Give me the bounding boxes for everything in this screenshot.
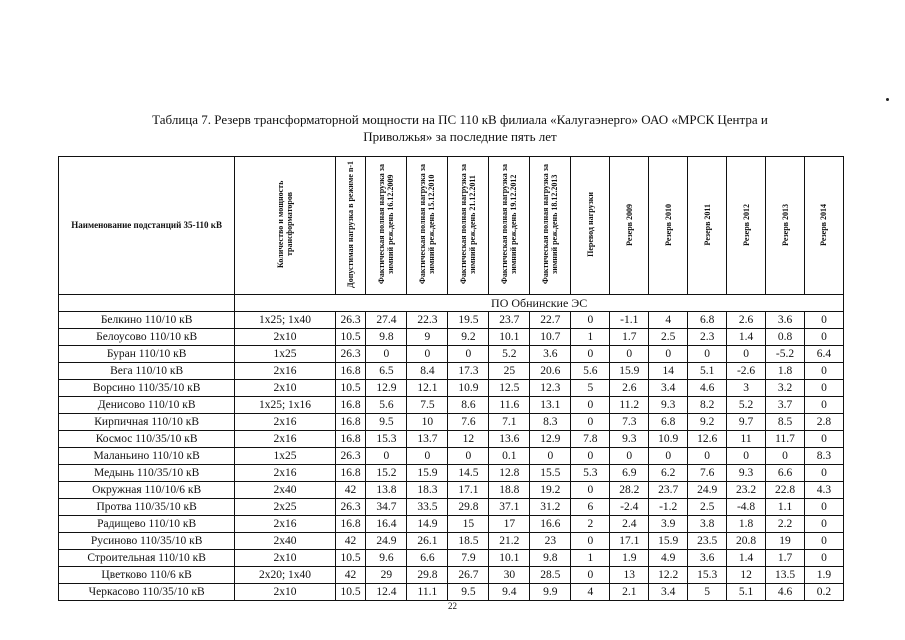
- table-cell: 8.2: [688, 397, 727, 414]
- header-row: [59, 157, 844, 295]
- table-cell: 1.4: [727, 550, 766, 567]
- table-cell: 9.5: [448, 584, 489, 601]
- table-cell: 9.3: [727, 465, 766, 482]
- table-cell: 4: [571, 584, 610, 601]
- substation-name-cell: Цветково 110/6 кВ: [59, 567, 235, 584]
- header-reserve-2013: Резерв 2013: [766, 157, 805, 295]
- table-cell: 16.4: [366, 516, 407, 533]
- table-cell: 19.2: [530, 482, 571, 499]
- table-cell: 8.3: [530, 414, 571, 431]
- table-cell: 0: [804, 516, 843, 533]
- table-cell: 10.9: [649, 431, 688, 448]
- header-reserve-2009: Резерв 2009: [610, 157, 649, 295]
- table-cell: 24.9: [366, 533, 407, 550]
- table-cell: 42: [335, 567, 366, 584]
- table-cell: 0: [727, 346, 766, 363]
- table-cell: 10.1: [489, 550, 530, 567]
- table-row: [59, 431, 844, 448]
- table-cell: 5.1: [727, 584, 766, 601]
- table-row: [59, 414, 844, 431]
- table-cell: 8.3: [804, 448, 843, 465]
- header-load-transfer: Перевод нагрузки: [571, 157, 610, 295]
- table-cell: 17.3: [448, 363, 489, 380]
- table-cell: 14: [649, 363, 688, 380]
- table-cell: 12.9: [366, 380, 407, 397]
- header-reserve-2010: Резерв 2010: [649, 157, 688, 295]
- table-cell: 15.3: [688, 567, 727, 584]
- table-cell: 7.3: [610, 414, 649, 431]
- table-cell: 1x25: [235, 346, 335, 363]
- table-cell: -1.2: [649, 499, 688, 516]
- substation-name-cell: Протва 110/35/10 кВ: [59, 499, 235, 516]
- table-cell: 0: [804, 499, 843, 516]
- table-row: [59, 329, 844, 346]
- table-cell: 0: [610, 448, 649, 465]
- table-cell: 0: [448, 448, 489, 465]
- table-cell: 16.8: [335, 465, 366, 482]
- table-cell: 12.6: [688, 431, 727, 448]
- table-cell: 0: [804, 550, 843, 567]
- table-cell: 7.8: [571, 431, 610, 448]
- table-cell: 0: [571, 567, 610, 584]
- table-cell: 9.2: [448, 329, 489, 346]
- table-cell: 33.5: [407, 499, 448, 516]
- table-cell: 2.1: [610, 584, 649, 601]
- table-cell: 17: [489, 516, 530, 533]
- table-cell: 19: [766, 533, 805, 550]
- group-label: ПО Обнинские ЭС: [235, 295, 844, 312]
- table-cell: 0: [649, 346, 688, 363]
- table-cell: 12.5: [489, 380, 530, 397]
- table-cell: 15.5: [530, 465, 571, 482]
- table-cell: 0: [766, 448, 805, 465]
- table-cell: 23.5: [688, 533, 727, 550]
- substation-name-cell: Денисово 110/10 кВ: [59, 397, 235, 414]
- table-cell: 2x25: [235, 499, 335, 516]
- header-load-2011: Фактическая полная нагрузка за зимний реж.день 21.12.2011: [448, 157, 489, 295]
- table-cell: 0: [804, 380, 843, 397]
- table-cell: 4.6: [688, 380, 727, 397]
- table-cell: -2.6: [727, 363, 766, 380]
- table-cell: 1.9: [610, 550, 649, 567]
- table-cell: 7.9: [448, 550, 489, 567]
- table-cell: 23.7: [649, 482, 688, 499]
- table-cell: 17.1: [610, 533, 649, 550]
- table-cell: 18.5: [448, 533, 489, 550]
- table-cell: 11.1: [407, 584, 448, 601]
- table-cell: 30: [489, 567, 530, 584]
- table-cell: 9.3: [649, 397, 688, 414]
- table-cell: 18.3: [407, 482, 448, 499]
- table-cell: 7.1: [489, 414, 530, 431]
- table-cell: 23: [530, 533, 571, 550]
- table-cell: 2x40: [235, 533, 335, 550]
- table-cell: 2x16: [235, 414, 335, 431]
- table-cell: 26.3: [335, 448, 366, 465]
- header-load-2009: Фактическая полная нагрузка за зимний реж.день 16.12.2009: [366, 157, 407, 295]
- table-cell: 15.3: [366, 431, 407, 448]
- table-cell: 0: [571, 312, 610, 329]
- table-cell: -1.1: [610, 312, 649, 329]
- table-cell: 1.8: [727, 516, 766, 533]
- table-cell: 11.2: [610, 397, 649, 414]
- table-cell: 27.4: [366, 312, 407, 329]
- table-cell: 31.2: [530, 499, 571, 516]
- table-cell: 0.8: [766, 329, 805, 346]
- table-cell: 2x10: [235, 584, 335, 601]
- table-cell: 28.2: [610, 482, 649, 499]
- table-cell: 0: [407, 448, 448, 465]
- table-cell: 0: [804, 312, 843, 329]
- table-cell: 22.7: [530, 312, 571, 329]
- table-cell: 12.3: [530, 380, 571, 397]
- table-cell: 0: [610, 346, 649, 363]
- table-cell: 10.7: [530, 329, 571, 346]
- table-row: [59, 346, 844, 363]
- table-cell: 5: [688, 584, 727, 601]
- table-cell: 0: [448, 346, 489, 363]
- table-cell: 3.8: [688, 516, 727, 533]
- table-cell: 0: [804, 465, 843, 482]
- table-row: [59, 482, 844, 499]
- table-cell: 2x40: [235, 482, 335, 499]
- table-cell: 0.2: [804, 584, 843, 601]
- header-load-2013: Фактическая полная нагрузка за зимний реж.день 18.12.2013: [530, 157, 571, 295]
- table-cell: 8.5: [766, 414, 805, 431]
- table-cell: 8.4: [407, 363, 448, 380]
- table-cell: 5.1: [688, 363, 727, 380]
- table-cell: 3.6: [530, 346, 571, 363]
- table-cell: 9.5: [366, 414, 407, 431]
- table-cell: 0: [804, 397, 843, 414]
- table-cell: 13.7: [407, 431, 448, 448]
- table-cell: 23.7: [489, 312, 530, 329]
- table-cell: -4.8: [727, 499, 766, 516]
- table-cell: 29: [366, 567, 407, 584]
- substation-name-cell: Буран 110/10 кВ: [59, 346, 235, 363]
- table-cell: 5.3: [571, 465, 610, 482]
- table-cell: 26.1: [407, 533, 448, 550]
- table-cell: 9.4: [489, 584, 530, 601]
- table-cell: 15.9: [610, 363, 649, 380]
- table-cell: 2.6: [610, 380, 649, 397]
- table-cell: 2x10: [235, 380, 335, 397]
- table-cell: 26.3: [335, 499, 366, 516]
- table-cell: 0: [407, 346, 448, 363]
- table-cell: 1: [571, 550, 610, 567]
- substation-name-cell: Строительная 110/10 кВ: [59, 550, 235, 567]
- table-cell: 9.2: [688, 414, 727, 431]
- table-cell: 0: [688, 448, 727, 465]
- table-cell: 15.2: [366, 465, 407, 482]
- table-row: [59, 550, 844, 567]
- table-cell: 9.8: [530, 550, 571, 567]
- table-cell: 16.8: [335, 516, 366, 533]
- table-cell: 20.8: [727, 533, 766, 550]
- table-cell: 10.5: [335, 550, 366, 567]
- table-cell: 2.6: [727, 312, 766, 329]
- table-cell: 11: [727, 431, 766, 448]
- table-cell: 2x20; 1x40: [235, 567, 335, 584]
- table-cell: 13.5: [766, 567, 805, 584]
- table-cell: 13.1: [530, 397, 571, 414]
- table-cell: 1.7: [610, 329, 649, 346]
- table-cell: 0: [649, 448, 688, 465]
- header-reserve-2011: Резерв 2011: [688, 157, 727, 295]
- substation-name-cell: Маланьино 110/10 кВ: [59, 448, 235, 465]
- table-cell: 16.6: [530, 516, 571, 533]
- table-cell: 4.9: [649, 550, 688, 567]
- table-row: [59, 465, 844, 482]
- table-cell: 3: [727, 380, 766, 397]
- table-row: [59, 533, 844, 550]
- table-cell: 14.9: [407, 516, 448, 533]
- table-cell: 6.2: [649, 465, 688, 482]
- table-cell: 0: [804, 329, 843, 346]
- header-reserve-2012: Резерв 2012: [727, 157, 766, 295]
- table-cell: 34.7: [366, 499, 407, 516]
- group-row: [59, 295, 844, 312]
- table-cell: 17.1: [448, 482, 489, 499]
- table-row: [59, 380, 844, 397]
- table-cell: 29.8: [407, 567, 448, 584]
- table-cell: 16.8: [335, 363, 366, 380]
- table-cell: 22.8: [766, 482, 805, 499]
- table-cell: 10.5: [335, 380, 366, 397]
- caption-line-1: Таблица 7. Резерв трансформаторной мощности на ПС 110 кВ филиала «Калугаэнерго» ОАО «МРСК Центра и: [152, 112, 768, 127]
- table-cell: 21.2: [489, 533, 530, 550]
- table-cell: 11.6: [489, 397, 530, 414]
- table-cell: 12.1: [407, 380, 448, 397]
- table-cell: 26.3: [335, 346, 366, 363]
- substation-name-cell: Медынь 110/35/10 кВ: [59, 465, 235, 482]
- table-cell: 3.2: [766, 380, 805, 397]
- table-cell: 10.9: [448, 380, 489, 397]
- table-cell: 3.4: [649, 584, 688, 601]
- table-cell: 0: [571, 346, 610, 363]
- header-allowed-load: Допустимая нагрузка в режиме n-1: [335, 157, 366, 295]
- table-cell: 26.3: [335, 312, 366, 329]
- table-cell: 7.6: [448, 414, 489, 431]
- header-reserve-2014: Резерв 2014: [804, 157, 843, 295]
- table-cell: 3.9: [649, 516, 688, 533]
- table-cell: 6.8: [649, 414, 688, 431]
- table-cell: 2.3: [688, 329, 727, 346]
- table-cell: 1.4: [727, 329, 766, 346]
- table-cell: 0: [571, 533, 610, 550]
- table-cell: 15: [448, 516, 489, 533]
- table-row: [59, 499, 844, 516]
- table-cell: 13.6: [489, 431, 530, 448]
- table-cell: 10.1: [489, 329, 530, 346]
- table-cell: 12.4: [366, 584, 407, 601]
- table-cell: 2.8: [804, 414, 843, 431]
- table-cell: 1.9: [804, 567, 843, 584]
- table-cell: 16.8: [335, 431, 366, 448]
- substation-name-cell: Белкино 110/10 кВ: [59, 312, 235, 329]
- table-cell: 7.5: [407, 397, 448, 414]
- table-cell: 1: [571, 329, 610, 346]
- table-cell: 42: [335, 482, 366, 499]
- table-cell: 1.8: [766, 363, 805, 380]
- table-cell: 2x16: [235, 465, 335, 482]
- table-cell: 15.9: [407, 465, 448, 482]
- substation-name-cell: Вега 110/10 кВ: [59, 363, 235, 380]
- table-cell: 7.6: [688, 465, 727, 482]
- table-cell: 28.5: [530, 567, 571, 584]
- table-cell: 6.6: [407, 550, 448, 567]
- table-cell: 16.8: [335, 414, 366, 431]
- substation-name-cell: Черкасово 110/35/10 кВ: [59, 584, 235, 601]
- page-number: 22: [448, 601, 457, 611]
- table-cell: 1x25; 1x40: [235, 312, 335, 329]
- header-substation-name: Наименование подстанций 35-110 кВ: [59, 157, 235, 295]
- reserve-table: [58, 156, 844, 601]
- substation-name-cell: Радищево 110/10 кВ: [59, 516, 235, 533]
- table-cell: 0: [571, 414, 610, 431]
- table-cell: 0: [571, 448, 610, 465]
- table-row: [59, 397, 844, 414]
- table-cell: 12: [448, 431, 489, 448]
- table-cell: 9.3: [610, 431, 649, 448]
- table-cell: 12.9: [530, 431, 571, 448]
- stray-dot: [886, 98, 889, 101]
- table-cell: 8.6: [448, 397, 489, 414]
- substation-name-cell: Русиново 110/35/10 кВ: [59, 533, 235, 550]
- table-cell: 3.4: [649, 380, 688, 397]
- table-caption: [110, 111, 810, 145]
- table-cell: 0: [366, 346, 407, 363]
- table-cell: 23.2: [727, 482, 766, 499]
- header-load-2010: Фактическая полная нагрузка за зимний реж.день 15.12.2010: [407, 157, 448, 295]
- substation-name-cell: Окружная 110/10/6 кВ: [59, 482, 235, 499]
- table-cell: 14.5: [448, 465, 489, 482]
- table-row: [59, 584, 844, 601]
- table-cell: 3.6: [688, 550, 727, 567]
- table-cell: 16.8: [335, 397, 366, 414]
- table-cell: 6.9: [610, 465, 649, 482]
- table-cell: 6.4: [804, 346, 843, 363]
- table-cell: -5.2: [766, 346, 805, 363]
- table-cell: 26.7: [448, 567, 489, 584]
- table-cell: 5.6: [366, 397, 407, 414]
- table-cell: 0.1: [489, 448, 530, 465]
- table-cell: 2.2: [766, 516, 805, 533]
- table-cell: 1x25; 1x16: [235, 397, 335, 414]
- table-row: [59, 363, 844, 380]
- table-cell: 3.6: [766, 312, 805, 329]
- substation-name-cell: Белоусово 110/10 кВ: [59, 329, 235, 346]
- table-cell: 0: [804, 533, 843, 550]
- table-row: [59, 567, 844, 584]
- table-cell: 25: [489, 363, 530, 380]
- table-cell: 18.8: [489, 482, 530, 499]
- table-cell: 2x10: [235, 550, 335, 567]
- table-cell: 0: [727, 448, 766, 465]
- table-cell: 1.7: [766, 550, 805, 567]
- table-cell: 1.1: [766, 499, 805, 516]
- table-cell: 9.7: [727, 414, 766, 431]
- table-cell: 2x16: [235, 431, 335, 448]
- table-cell: 2.5: [649, 329, 688, 346]
- table-cell: 15.9: [649, 533, 688, 550]
- table-cell: 10.5: [335, 584, 366, 601]
- table-cell: 2x16: [235, 363, 335, 380]
- table-cell: 2.5: [688, 499, 727, 516]
- table-cell: 20.6: [530, 363, 571, 380]
- substation-name-cell: Космос 110/35/10 кВ: [59, 431, 235, 448]
- table-cell: 5: [571, 380, 610, 397]
- table-cell: 9: [407, 329, 448, 346]
- header-load-2012: Фактическая полная нагрузка за зимний реж.день 19.12.2012: [489, 157, 530, 295]
- table-row: [59, 516, 844, 533]
- table-cell: 4: [649, 312, 688, 329]
- table-cell: 10.5: [335, 329, 366, 346]
- table-cell: 11.7: [766, 431, 805, 448]
- table-cell: 6.6: [766, 465, 805, 482]
- table-cell: 2x10: [235, 329, 335, 346]
- table-cell: 22.3: [407, 312, 448, 329]
- table-cell: 19.5: [448, 312, 489, 329]
- table-cell: 5.2: [489, 346, 530, 363]
- table-body: [59, 295, 844, 601]
- table-cell: 0: [366, 448, 407, 465]
- table-cell: 5.6: [571, 363, 610, 380]
- table-cell: 42: [335, 533, 366, 550]
- table-cell: 4.3: [804, 482, 843, 499]
- table-cell: 0: [530, 448, 571, 465]
- table-cell: 0: [804, 431, 843, 448]
- table-cell: 9.9: [530, 584, 571, 601]
- table-cell: 12: [727, 567, 766, 584]
- table-cell: 13.8: [366, 482, 407, 499]
- table-cell: 0: [804, 363, 843, 380]
- table-cell: 3.7: [766, 397, 805, 414]
- table-cell: 6.5: [366, 363, 407, 380]
- table-cell: 9.8: [366, 329, 407, 346]
- header-transformers: Количество и мощность трансформаторов: [235, 157, 335, 295]
- table-cell: 37.1: [489, 499, 530, 516]
- table-cell: 6.8: [688, 312, 727, 329]
- substation-name-cell: Кирпичная 110/10 кВ: [59, 414, 235, 431]
- substation-name-cell: Ворсино 110/35/10 кВ: [59, 380, 235, 397]
- table-cell: 1x25: [235, 448, 335, 465]
- table-cell: 4.6: [766, 584, 805, 601]
- table-cell: 10: [407, 414, 448, 431]
- table-cell: 2: [571, 516, 610, 533]
- caption-line-2: Приволжья» за последние пять лет: [363, 129, 557, 144]
- table-cell: 6: [571, 499, 610, 516]
- table-row: [59, 448, 844, 465]
- table-cell: 0: [688, 346, 727, 363]
- table-cell: 12.2: [649, 567, 688, 584]
- table-cell: -2.4: [610, 499, 649, 516]
- table-cell: 2x16: [235, 516, 335, 533]
- table-cell: 2.4: [610, 516, 649, 533]
- table-cell: 24.9: [688, 482, 727, 499]
- table-cell: 0: [571, 397, 610, 414]
- table-cell: 9.6: [366, 550, 407, 567]
- table-cell: 0: [571, 482, 610, 499]
- table-cell: 13: [610, 567, 649, 584]
- table-row: [59, 312, 844, 329]
- table-cell: 12.8: [489, 465, 530, 482]
- table-cell: 29.8: [448, 499, 489, 516]
- table-cell: 5.2: [727, 397, 766, 414]
